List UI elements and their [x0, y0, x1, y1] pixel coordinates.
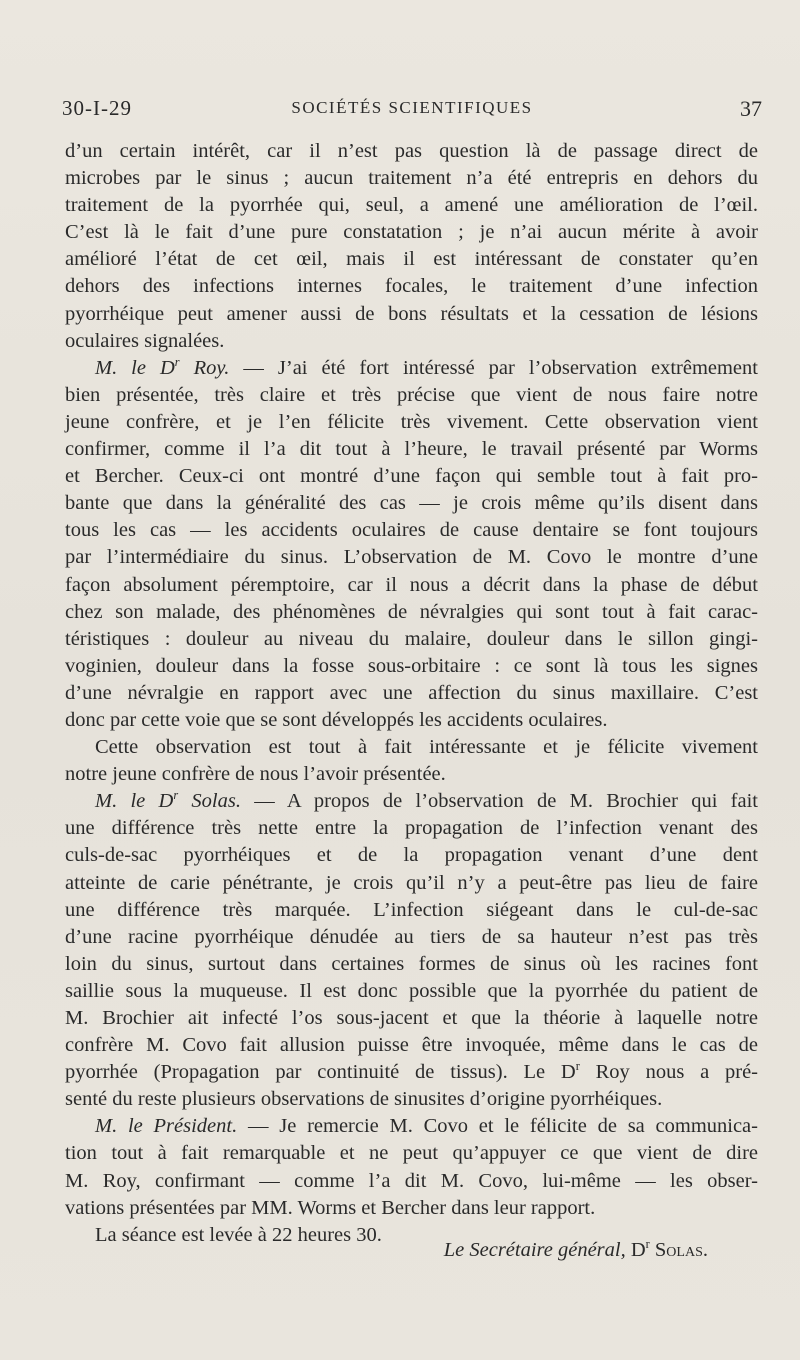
- text-line: d’une racine pyorrhéique dénudée au tiers de sa hauteur n’est pas très: [65, 925, 758, 948]
- text-line: et Bercher. Ceux-ci ont montré d’une façon qui semble tout à fait pro-: [65, 465, 758, 488]
- body-text: [65, 138, 758, 1249]
- text-line: chez son malade, des phénomènes de névralgies qui sont tout à fait carac-: [65, 600, 758, 623]
- text-line: notre jeune confrère de nous l’avoir présentée.: [65, 763, 446, 786]
- speaker-roy: M. le $D^r$ Roy.: [95, 354, 230, 379]
- text-line: par l’intermédiaire du sinus. L’observation de M. Covo le montre d’une: [65, 546, 758, 569]
- text-line: loin du sinus, surtout dans certaines formes de sinus où les racines font: [65, 952, 758, 975]
- text-line: traitement de la pyorrhée qui, seul, a amené une amélioration de l’œil.: [65, 194, 758, 217]
- text-line: confrère M. Covo fait allusion puisse être invoquée, même dans le cas de: [65, 1034, 758, 1057]
- text-line: Cette observation est tout à fait intéressante et je félicite vivement: [95, 736, 758, 759]
- signature-role: Le Secrétaire général,: [443, 1239, 626, 1261]
- text-line: atteinte de carie pénétrante, je crois qu’il n’y a peut-être pas lieu de faire: [65, 871, 758, 894]
- text-line: tion tout à fait remarquable et ne peut qu’appuyer ce que vient de dire: [65, 1142, 758, 1165]
- text-line: d’un certain intérêt, car il n’est pas question là de passage direct de: [65, 140, 758, 162]
- text-line: façon absolument péremptoire, car il nous a décrit dans la phase de début: [65, 573, 758, 596]
- text-line: pyorrhée (Propagation par continuité de tissus). Le $D^r$ Roy nous a pré-: [65, 1059, 758, 1084]
- text-line: voginien, douleur dans la fosse sous-orbitaire : ce sont là tous les signes: [65, 654, 758, 677]
- text-line: confirmer, comme il l’a dit tout à l’heure, le travail présenté par Worms: [65, 438, 758, 461]
- text-line: une différence très marquée. L’infection siégeant dans le cul-de-sac: [65, 898, 758, 921]
- speaker-line-solas: M. le $D^r$ Solas. — A propos de l’observation de M. Brochier qui fait: [95, 788, 758, 813]
- speaker-solas: M. le $D^r$ Solas.: [95, 788, 241, 813]
- text-line: amélioré l’état de cet œil, mais il est intéressant de constater qu’en: [65, 248, 758, 271]
- text-line: dehors des infections internes focales, le traitement d’une infection: [65, 275, 758, 298]
- text-line: culs-de-sac pyorrhéiques et de la propagation venant d’une dent: [65, 844, 758, 867]
- text-line: tous les cas — les accidents oculaires de cause dentaire se font toujours: [65, 519, 758, 542]
- speaker-line-president: M. le Président. — Je remercie M. Covo et le félicite de sa communica-: [95, 1115, 758, 1138]
- text-line: senté du reste plusieurs observations de sinusites d’origine pyorrhéiques.: [65, 1088, 663, 1111]
- closing-line: La séance est levée à 22 heures 30.: [95, 1223, 382, 1246]
- speaker-president: M. le Président.: [95, 1115, 238, 1138]
- text-line: pyorrhéique peut amener aussi de bons résultats et la cessation de lésions: [65, 302, 758, 325]
- text-line: vations présentées par MM. Worms et Bercher dans leur rapport.: [65, 1196, 596, 1219]
- speaker-line-roy: M. le $D^r$ Roy. — J’ai été fort intéressé par l’observation extrêmement: [95, 354, 758, 379]
- text-line: téristiques : douleur au niveau du malaire, douleur dans le sillon gingi-: [65, 627, 758, 650]
- text-line: saillie sous la muqueuse. Il est donc possible que la pyorrhée du patient de: [65, 979, 758, 1002]
- text-line: C’est là le fait d’une pure constatation ; je n’ai aucun mérite à avoir: [65, 221, 758, 244]
- text-line: oculaires signalées.: [65, 329, 225, 352]
- text-line: donc par cette voie que se sont développés les accidents oculaires.: [65, 708, 608, 731]
- header-title: SOCIÉTÉS SCIENTIFIQUES: [291, 98, 533, 117]
- text-line: microbes par le sinus ; aucun traitement n’a été entrepris en dehors du: [65, 167, 758, 190]
- header-date: 30-I-29: [62, 96, 132, 120]
- text-line: bien présentée, très claire et très précise que vient de nous faire notre: [65, 383, 758, 406]
- running-head: [62, 96, 762, 126]
- page-number: 37: [740, 96, 762, 121]
- text-line: bante que dans la généralité des cas — je crois même qu’ils disent dans: [65, 492, 758, 515]
- text-line: jeune confrère, et je l’en félicite très vivement. Cette observation vient: [65, 410, 758, 433]
- text-line: d’une névralgie en rapport avec une affection du sinus maxillaire. C’est: [65, 681, 758, 704]
- signature: Le Secrétaire général, $D^r$ Solas.: [443, 1237, 708, 1261]
- text-line: M. Roy, confirmant — comme l’a dit M. Covo, lui-même — les obser-: [65, 1169, 758, 1192]
- text-line: M. Brochier ait infecté l’os sous-jacent et que la théorie à laquelle notre: [65, 1007, 758, 1029]
- signature-name: Solas.: [649, 1239, 708, 1261]
- text-line: une différence très nette entre la propagation de l’infection venant des: [65, 817, 758, 840]
